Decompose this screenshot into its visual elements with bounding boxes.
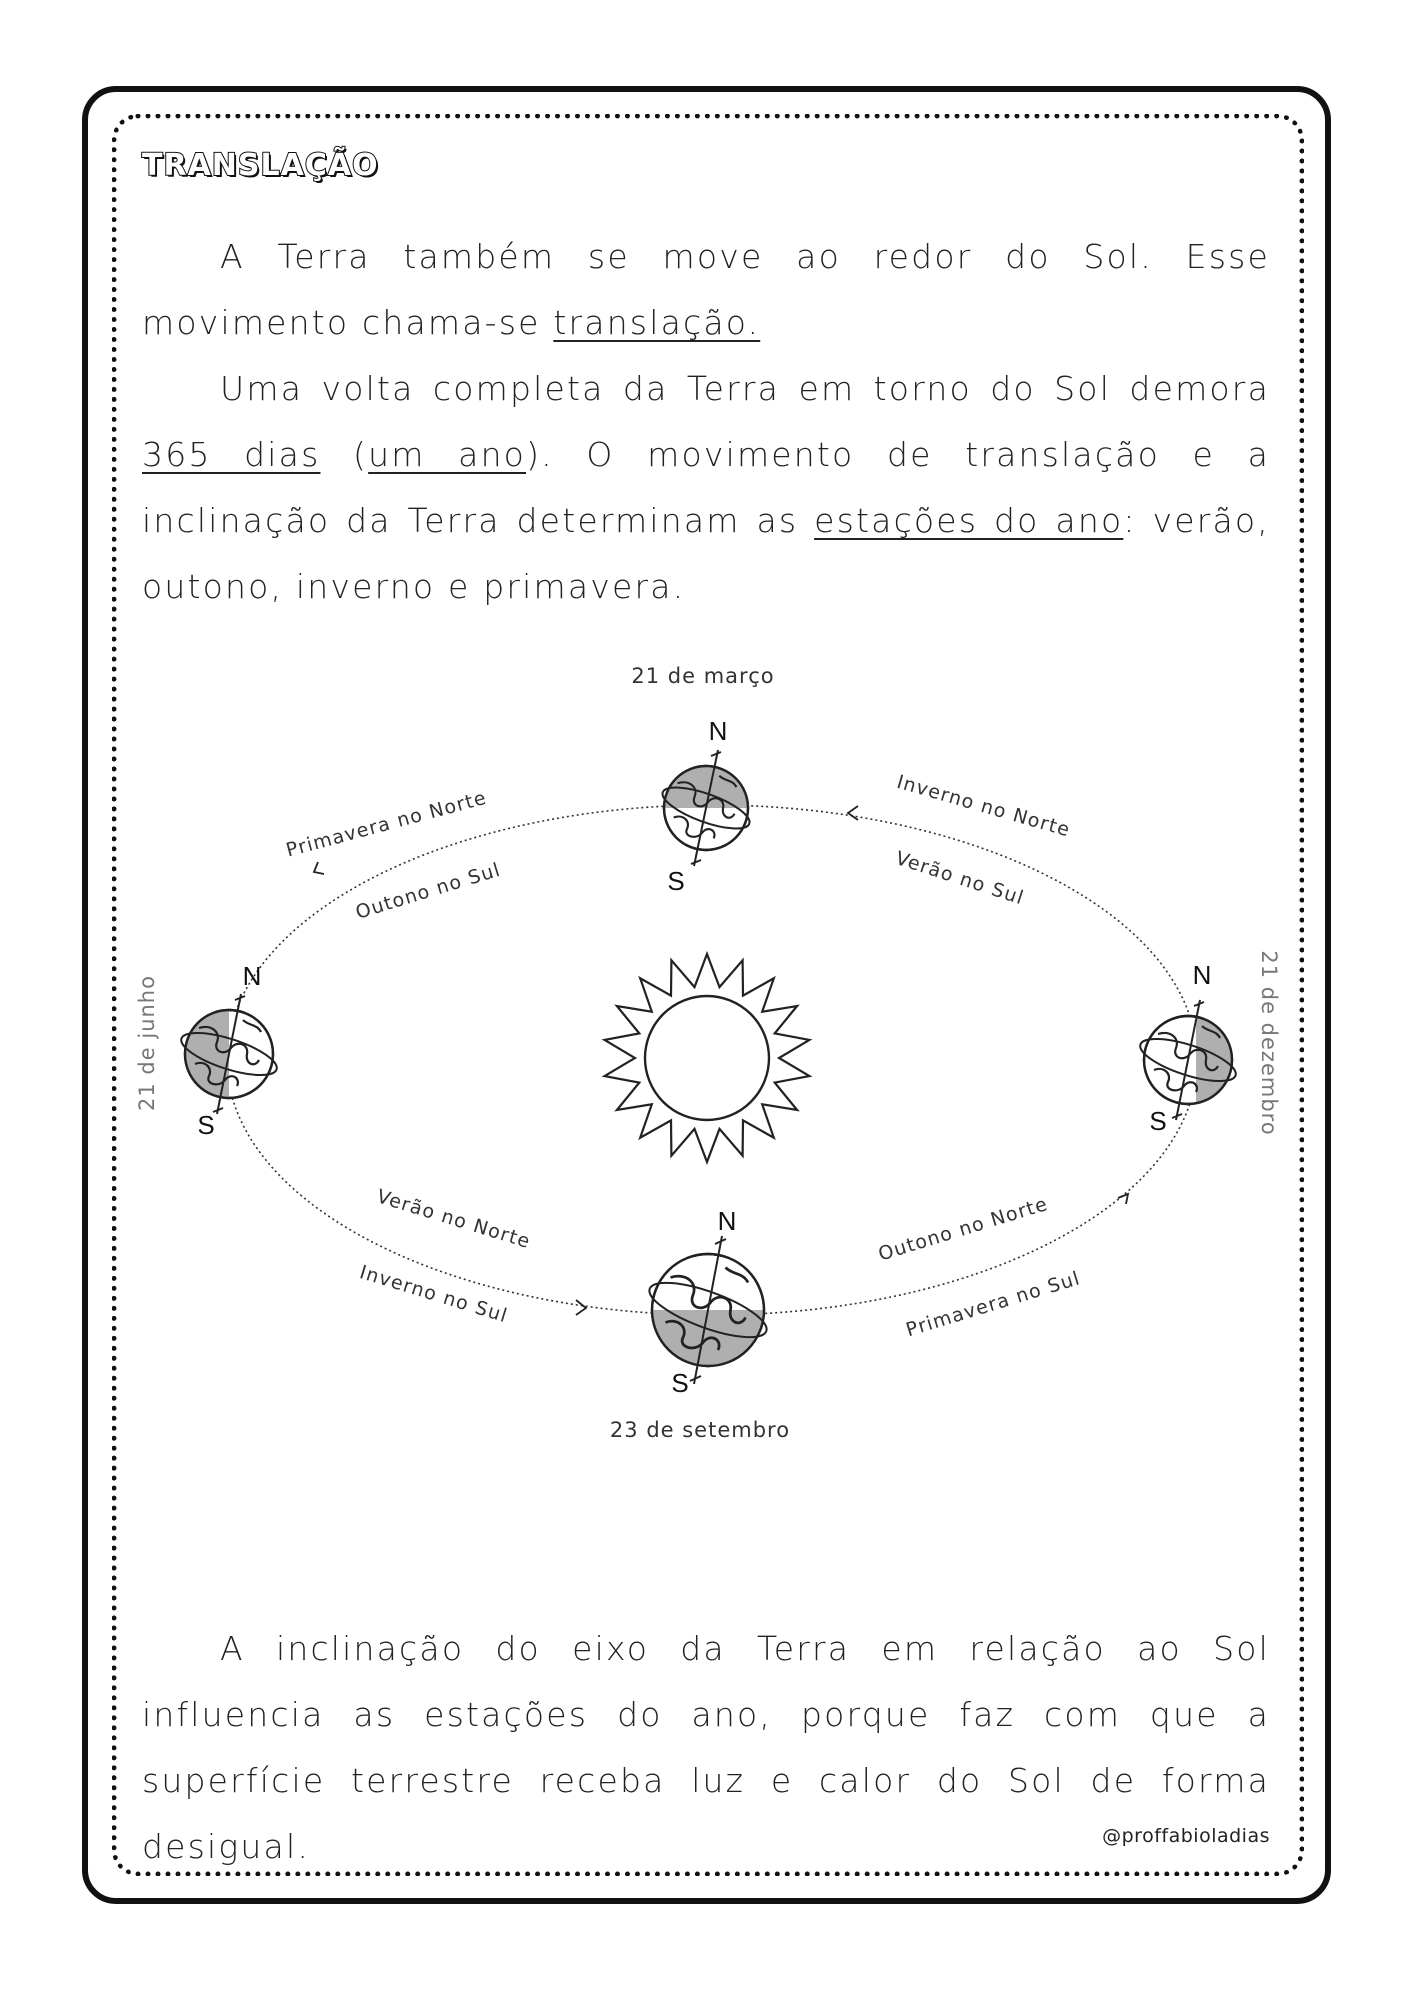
season-label: Primavera no Norte	[283, 786, 490, 862]
date-label-june: 21 de junho	[135, 975, 159, 1111]
season-label: Verão no Sul	[892, 847, 1027, 910]
keyword-um-ano: um ano	[368, 435, 527, 474]
pole-label-north: N	[1192, 960, 1212, 990]
pole-label-south: S	[197, 1110, 215, 1140]
page-title: TRANSLAÇÃO	[142, 148, 379, 183]
season-label: Outono no Norte	[875, 1192, 1051, 1266]
season-label: Verão no Norte	[374, 1185, 534, 1254]
season-label: Inverno no Norte	[894, 770, 1073, 842]
date-label-march: 21 de março	[631, 664, 775, 688]
paragraph-2-text-a: Uma volta completa da Terra em torno do Sol demora	[220, 369, 1270, 408]
pole-label-south: S	[1149, 1106, 1167, 1136]
sun-icon	[605, 954, 810, 1162]
pole-label-north: N	[708, 716, 728, 746]
orbit-arrow-top-icon	[848, 806, 858, 820]
paragraph-1-text: A Terra também se move ao redor do Sol. Esse movimento chama-se	[142, 237, 1270, 342]
season-label: Outono no Sul	[353, 858, 504, 924]
paragraph-2-text-c: ). O movimento de translação e a inclinação da Terra determinam as	[142, 435, 1271, 540]
orbit-arrow-bottom-icon	[576, 1300, 586, 1315]
paragraph-2-text-d: : verão, outono, inverno e primavera.	[142, 501, 1270, 606]
date-label-september: 23 de setembro	[609, 1418, 791, 1442]
pole-label-south: S	[667, 866, 685, 896]
season-label: Inverno no Sul	[357, 1261, 511, 1328]
closing-text	[142, 1616, 1270, 1880]
paragraph-2-text-b: (	[320, 435, 369, 474]
date-label-december: 21 de dezembro	[1257, 950, 1281, 1136]
keyword-translacao: translação.	[553, 303, 761, 342]
pole-label-north: N	[242, 961, 262, 991]
earth-march-icon	[658, 750, 754, 866]
earth-september-icon	[644, 1236, 773, 1384]
author-credit: @proffabioladias	[1102, 1825, 1270, 1847]
season-label: Primavera no Sul	[903, 1267, 1084, 1342]
earth-june-icon	[177, 994, 281, 1114]
orbit-arrow-right-icon	[1118, 1194, 1128, 1204]
paragraph-3: A inclinação do eixo da Terra em relação ao Sol influencia as estações do ano, porque faz com que a superfície terrestre receba luz e calor do Sol de forma desigual.	[142, 1629, 1270, 1866]
pole-label-north: N	[717, 1206, 737, 1236]
pole-label-south: S	[671, 1368, 689, 1398]
orbit-arrow-left-icon	[314, 862, 324, 874]
keyword-estacoes-do-ano: estações do ano	[814, 501, 1124, 540]
keyword-365-dias: 365 dias	[142, 435, 321, 474]
earth-december-icon	[1136, 1000, 1240, 1120]
